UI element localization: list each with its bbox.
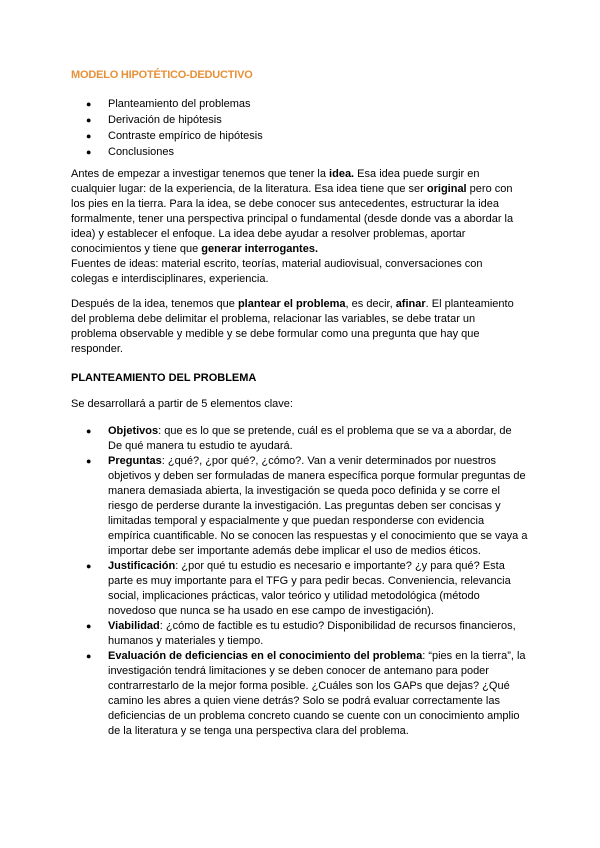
element-text: : que es lo que se pretende, cuál es el problema que se va a abordar, de De qué manera tu estudio te ayudará. bbox=[108, 425, 512, 452]
sources-paragraph: Fuentes de ideas: material escrito, teorías, material audiovisual, conversaciones con colegas e interdisciplinares, experiencia. bbox=[71, 258, 483, 285]
intro-text-3: pero con los pies en la tierra. Para la idea, se debe conocer sus antecedentes, estructurar la idea formalmente, tener una perspectiva principal o fundamental (desde donde vas a abordar la idea) y establecer el enfoque. La idea debe ayudar a resolver problemas, aportar conocimientos y tiene que bbox=[71, 183, 514, 255]
list-item bbox=[71, 424, 528, 454]
list-item bbox=[71, 559, 528, 619]
list-item: ● Derivación de hipótesis bbox=[71, 113, 263, 129]
after-idea-text-2: , es decir, bbox=[345, 298, 396, 310]
intro-paragraph bbox=[71, 167, 523, 257]
steps-list bbox=[71, 97, 263, 161]
element-term: Evaluación de deficiencias en el conocimiento del problema bbox=[108, 650, 423, 662]
element-text: : ¿qué?, ¿por qué?, ¿cómo?. Van a venir determinados por nuestros objetivos y deben ser formuladas de manera específica porque formular preguntas de manera demasiada abierta, la investigación se queda poco definida y se corre el riesgo de perderse durante la investigación. Las preguntas deben ser concisas y limitadas temporal y espacialmente y que puedan responderse con evidencia empírica cuantificable. No se conocen las respuestas y el conocimiento que se vaya a importar debe ser importante además debe implicar el uso de medios éticos. bbox=[108, 455, 528, 557]
document-title: MODELO HIPOTÉTICO-DEDUCTIVO bbox=[71, 69, 253, 81]
list-item: ● Planteamiento del problemas bbox=[71, 97, 263, 113]
after-idea-bold-1: plantear el problema bbox=[237, 298, 346, 310]
section-intro: Se desarrollará a partir de 5 elementos clave: bbox=[71, 398, 293, 410]
intro-text-2: Esa idea puede surgir en cualquier lugar: de la experiencia, de la literatura. Esa idea tiene que ser bbox=[71, 168, 480, 195]
intro-text-1: Antes de empezar a investigar tenemos que tener la bbox=[71, 168, 330, 180]
element-text: : ¿cómo de factible es tu estudio? Disponibilidad de recursos financieros, humanos y materiales y tiempo. bbox=[108, 620, 516, 647]
element-text: : ¿por qué tu estudio es necesario e importante? ¿y para qué? Esta parte es muy importante para el TFG y para pedir becas. Conveniencia, relevancia social, implicaciones prácticas, valor teórico y utilidad metodológica (método novedoso que nunca se ha usado en ese campo de investigación). bbox=[108, 560, 511, 617]
section-title: PLANTEAMIENTO DEL PROBLEMA bbox=[71, 372, 257, 384]
list-item bbox=[71, 619, 528, 649]
after-idea-text-3: . El planteamiento del problema debe delimitar el problema, relacionar las variables, se debe tratar un problema observable y medible y se debe formular como una pregunta que hay que responder. bbox=[71, 298, 514, 355]
after-idea-paragraph bbox=[71, 297, 523, 357]
element-term: Preguntas bbox=[108, 455, 162, 467]
intro-bold-original: original bbox=[426, 183, 467, 195]
intro-bold-interrogantes: generar interrogantes. bbox=[201, 243, 319, 255]
element-term: Viabilidad bbox=[108, 620, 160, 632]
after-idea-text-1: Después de la idea, tenemos que bbox=[71, 298, 238, 310]
elements-list bbox=[71, 424, 528, 739]
element-term: Justificación bbox=[108, 560, 176, 572]
element-text: : “pies en la tierra”, la investigación tendrá limitaciones y se deben conocer de antemano para poder contrarrestarlo de la mejor forma posible. ¿Cuáles son los GAPs que dejas? ¿Qué camino les abres a quien viene detrás? Solo se podrá evaluar correctamente las deficiencias de un problema concreto cuando se cuente con un conocimiento amplio de la literatura y se tenga una perspectiva clara del problema. bbox=[108, 650, 526, 737]
list-item bbox=[71, 649, 528, 739]
after-idea-bold-2: afinar bbox=[395, 298, 426, 310]
list-item bbox=[71, 454, 528, 559]
list-item: ● Contraste empírico de hipótesis bbox=[71, 129, 263, 145]
element-term: Objetivos bbox=[108, 425, 159, 437]
intro-bold-idea: idea. bbox=[329, 168, 355, 180]
list-item: ● Conclusiones bbox=[71, 145, 263, 161]
